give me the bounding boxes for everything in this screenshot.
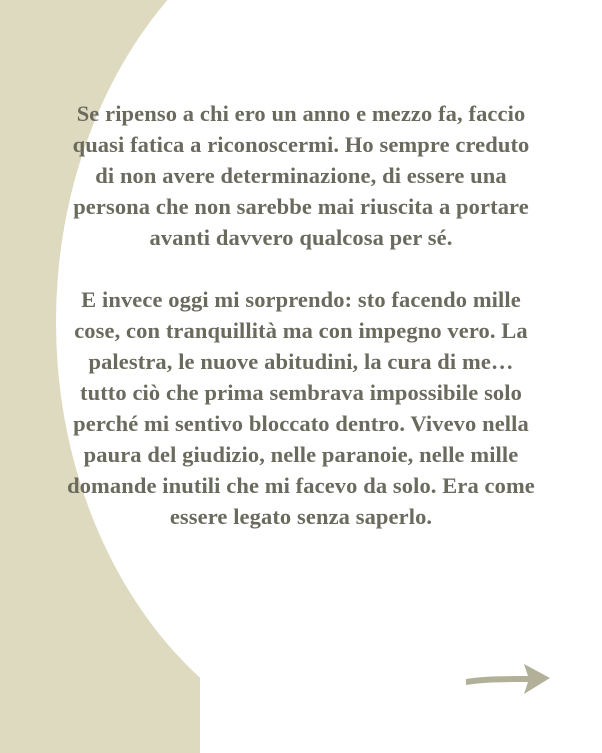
- story-paragraph-1: Se ripenso a chi ero un anno e mezzo fa, faccio quasi fatica a riconoscermi. Ho sempre creduto di non avere determinazione, di essere una persona che non sarebbe mai riuscita a portare avanti davvero qualcosa per sé.: [72, 101, 530, 250]
- story-paragraph-2: E invece oggi mi sorprendo: sto facendo mille cose, con tranquillità ma con impegno vero. La palestra, le nuove abitudini, la cura di me… tutto ciò che prima sembrava impossibile solo perché mi sentivo bloccato dentro. Vivevo nella paura del giudizio, nelle paranoie, nelle mille domande inutili che mi facevo da solo. Era come essere legato senza saperlo.: [67, 287, 535, 529]
- story-text: [64, 98, 538, 532]
- card-footer-spacer: [0, 743, 602, 753]
- arrow-right-icon[interactable]: [462, 656, 554, 700]
